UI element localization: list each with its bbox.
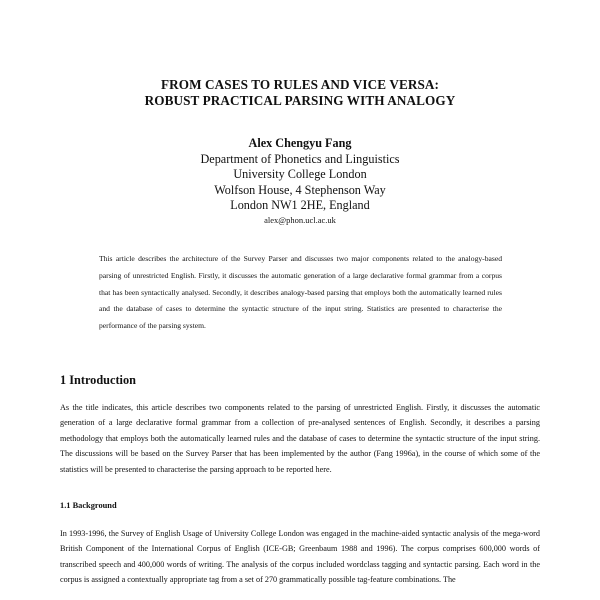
section-heading-introduction: 1 Introduction <box>60 373 136 387</box>
introduction-paragraph: As the title indicates, this article describes two components related to the parsing of unrestricted English. Firstly, it discusses the automatic generation of a large declarative formal grammar from a collection of pre-analysed sentences of English. Secondly, it describes a parsing methodology that employs both the automatically learned rules and the database of cases to determine the syntactic structure of the input string. The discussions will be based on the Survey Parser that has been implemented by the author (Fang 1996a), in the course of which some of the statistics will be presented to characterise the parsing approach to be reported here. <box>60 403 540 474</box>
background-paragraph: In 1993-1996, the Survey of English Usage of University College London was engaged in the machine-aided syntactic analysis of the mega-word British Component of the International Corpus of English (ICE-GB; Greenbaum 1988 and 1996). The corpus comprises 600,000 words of transcribed speech and 400,000 words of writing. The analysis of the corpus included wordclass tagging and syntactic parsing. Each word in the corpus is assigned a contextually appropriate tag from a set of 270 grammatically possible tag-feature combinations. The <box>60 529 540 585</box>
author-block <box>0 136 600 227</box>
author-address-line-1: Wolfson House, 4 Stephenson Way <box>214 182 386 197</box>
author-email: alex@phon.ucl.ac.uk <box>264 214 336 225</box>
abstract: This article describes the architecture of the Survey Parser and discusses two major components related to the analogy-based parsing of unrestricted English. Firstly, it discusses the automatic generation of a large declarative formal grammar from a corpus that has been syntactically analysed. Secondly, it describes analogy-based parsing that employs both the automatically learned rules and the database of cases to determine the syntactic structure of the input string. Statistics are presented to characterise the performance of the parsing system. <box>99 254 502 331</box>
title-line-2: ROBUST PRACTICAL PARSING WITH ANALOGY <box>144 93 456 108</box>
paper-title <box>0 77 600 109</box>
title-line-1: FROM CASES TO RULES AND VICE VERSA: <box>160 77 440 92</box>
author-institution: University College London <box>233 167 367 181</box>
author-name: Alex Chengyu Fang <box>248 136 352 150</box>
subsection-heading-background: 1.1 Background <box>60 501 117 510</box>
author-department: Department of Phonetics and Linguistics <box>200 151 400 166</box>
author-address-line-2: London NW1 2HE, England <box>230 198 370 212</box>
